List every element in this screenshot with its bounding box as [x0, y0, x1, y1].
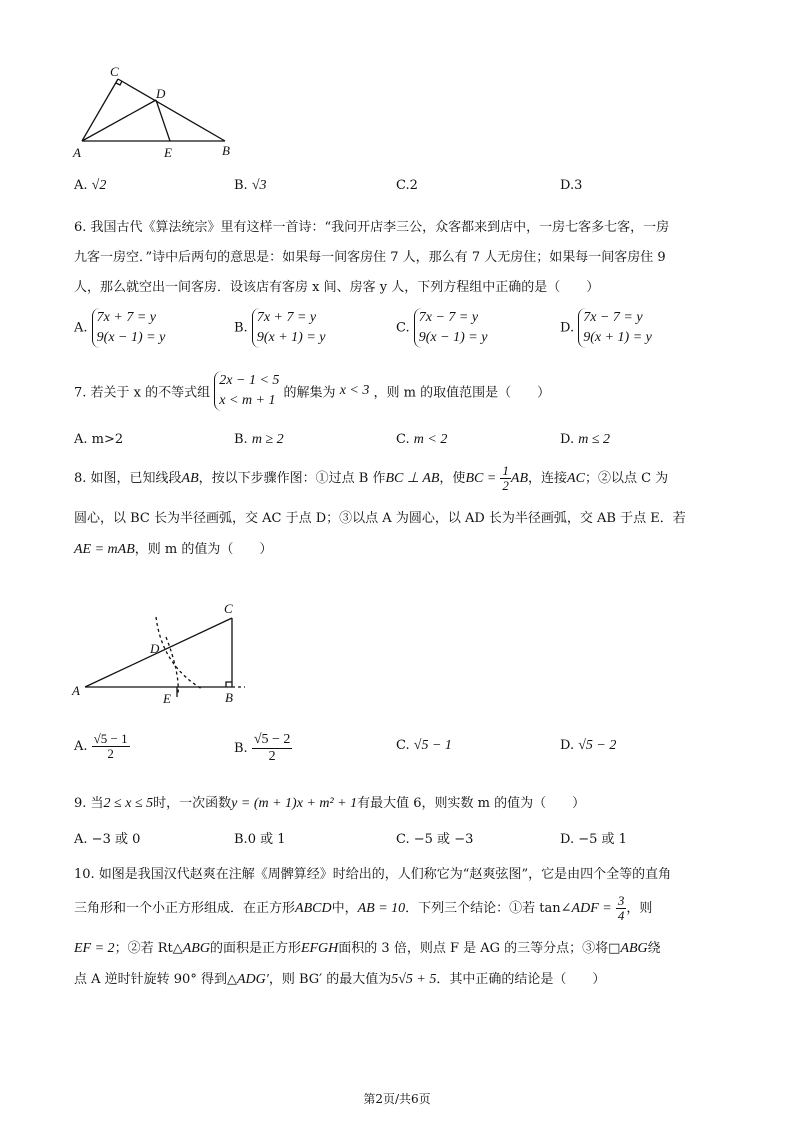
q8-line-2: 圆心，以 BC 长为半径画弧，交 AC 于点 D；③以点 A 为圆心，以 AD 长为半径画弧，交 AB 于点 E．若	[74, 511, 686, 526]
figure-triangle-2	[60, 595, 260, 710]
edge-ad	[82, 100, 156, 141]
q7-option-c[interactable]: C. m < 2	[396, 432, 448, 447]
label-b: B	[225, 690, 233, 705]
label-a: A	[73, 145, 81, 160]
q6-line-1: 6. 我国古代《算法统宗》里有这样一首诗：“我问开店李三公，众客都来到店中，一房七客多七客，一房	[74, 220, 670, 235]
q6-option-d[interactable]: D. 7x − 7 = y 9(x + 1) = y	[560, 308, 652, 348]
label-c: C	[224, 601, 233, 616]
q8-option-b[interactable]: B. $\frac{√5 - 2}{2}$	[234, 732, 291, 764]
q8-line-1: 8. 如图，已知线段AB，按以下步骤作图：①过点 B 作BC ⊥ AB，使BC = $\frac{1}{2}$ AB，连接AC；②以点 C 为	[74, 463, 669, 493]
page-footer: 第2页/共6页	[363, 1092, 431, 1106]
q8-option-d[interactable]: D. √5 − 2	[560, 738, 617, 753]
q6-option-c[interactable]: C. 7x − 7 = y 9(x − 1) = y	[396, 308, 487, 348]
q9-option-d[interactable]: D. −5 或 1	[560, 832, 627, 847]
q10-line-1: 10. 如图是我国汉代赵爽在注解《周髀算经》时给出的，人们称它为“赵爽弦图”，它是由四个全等的直角	[74, 867, 672, 882]
q6-option-a[interactable]: A. 7x + 7 = y 9(x − 1) = y	[74, 308, 165, 348]
q7-option-d[interactable]: D. m ≤ 2	[560, 432, 611, 447]
q10-line-3: EF = 2；②若 Rt△ABG的面积是正方形EFGH面积的 3 倍，则点 F 是 AG 的三等分点；③将□ABG绕	[74, 941, 661, 956]
q9-option-a[interactable]: A. −3 或 0	[74, 832, 141, 847]
q5-option-c[interactable]: C.2	[396, 178, 418, 193]
q6-option-b[interactable]: B. 7x + 7 = y 9(x + 1) = y	[234, 308, 325, 348]
right-angle-mark	[226, 682, 232, 687]
label-a: A	[72, 683, 80, 698]
q7-option-b[interactable]: B. m ≥ 2	[234, 432, 284, 447]
q9-option-c[interactable]: C. −5 或 −3	[396, 832, 474, 847]
q6-line-3: 人，那么就空出一间客房．设该店有客房 x 间、房客 y 人，下列方程组中正确的是（ ）	[74, 280, 600, 295]
label-e: E	[163, 691, 171, 706]
label-e: E	[164, 145, 172, 160]
q9-stem: 9. 当2 ≤ x ≤ 5时，一次函数y = (m + 1)x + m² + 1有最大值 6，则实数 m 的值为（ ）	[74, 796, 586, 811]
q5-option-d[interactable]: D.3	[560, 178, 583, 193]
q6-line-2: 九客一房空．”诗中后两句的意思是：如果每一间客房住 7 人，那么有 7 人无房住；如果每一间客房住 9	[74, 250, 666, 265]
label-c: C	[110, 64, 119, 79]
q5-option-a[interactable]: A. √2	[74, 178, 107, 193]
arc-c	[156, 617, 202, 689]
label-b: B	[222, 143, 230, 158]
figure-triangle-1	[60, 60, 260, 165]
q8-line-3: AE = mAB，则 m 的值为（ ）	[74, 542, 273, 557]
q7-stem: 7. 若关于 x 的不等式组 2x − 1 < 5 x < m + 1 的解集为 x < 3 ，则 m 的取值范围是（ ）	[74, 371, 550, 411]
q10-line-2: 三角形和一个小正方形组成．在正方形ABCD中，AB = 10．下列三个结论：①若 tan∠ADF = $\frac{3}{4}$ ，则	[74, 893, 653, 923]
edge-cb	[118, 79, 225, 141]
q7-option-a[interactable]: A. m>2	[74, 432, 124, 447]
q8-option-a[interactable]: A. $\frac{√5 - 1}{2}$	[74, 731, 128, 761]
q10-line-4: 点 A 逆时针旋转 90° 得到△ADG′，则 BG′ 的最大值为5√5 + 5．其中正确的结论是（ ）	[74, 972, 606, 987]
label-d: D	[150, 641, 160, 656]
q9-option-b[interactable]: B.0 或 1	[234, 832, 286, 847]
label-d: D	[156, 86, 166, 101]
q8-option-c[interactable]: C. √5 − 1	[396, 738, 452, 753]
edge-de	[156, 100, 170, 141]
q5-option-b[interactable]: B. √3	[234, 178, 267, 193]
